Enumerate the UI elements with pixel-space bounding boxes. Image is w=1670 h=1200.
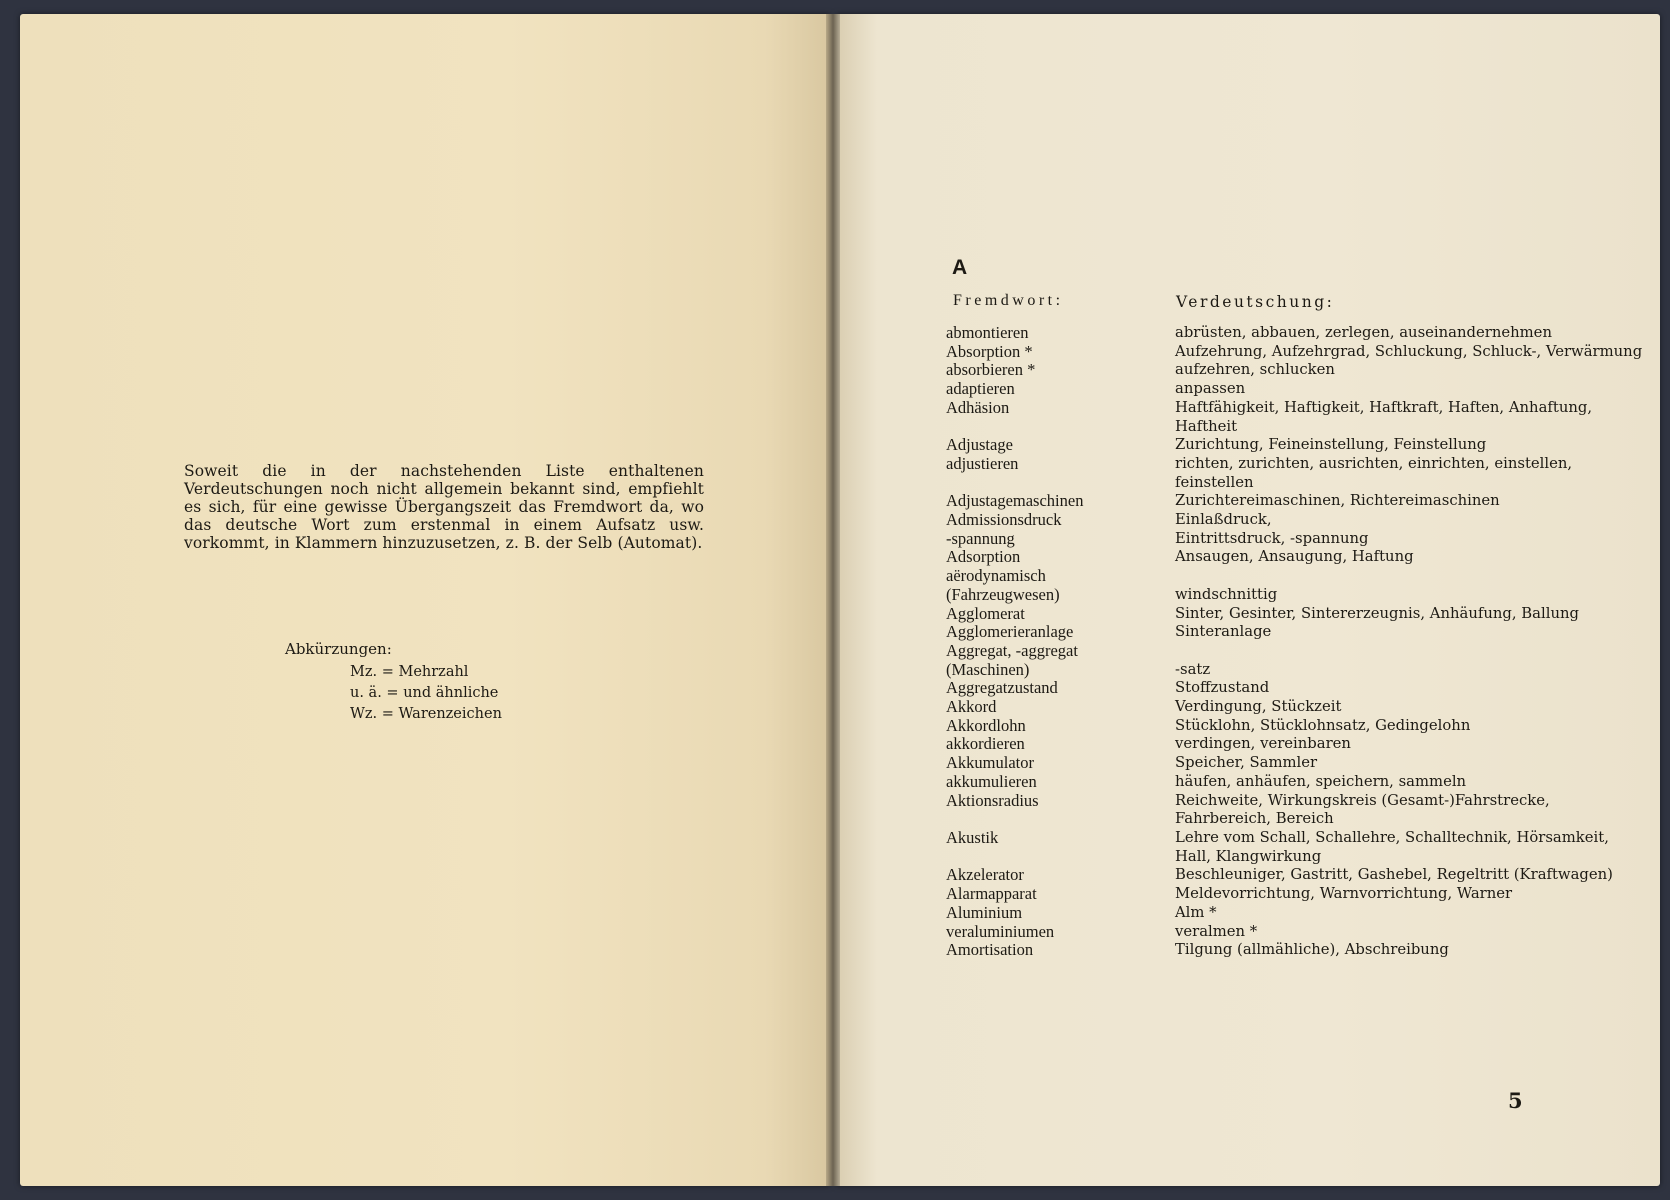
intro-paragraph: Soweit die in der nachstehenden Liste enthaltenen Verdeutschungen noch nicht allgemein bekannt sind, empfiehlt es sich, für eine gewisse Übergangszeit das Fremdwort da, wo das deutsche Wort zum erstenmal in einem Aufsatz usw. vorkommt, in Klammern hinzuzusetzen, z. B. der Selb (Automat). bbox=[184, 462, 704, 552]
glossary-entry bbox=[946, 698, 1646, 717]
glossary-entry bbox=[946, 923, 1646, 942]
abbreviation-meaning: Mehrzahl bbox=[398, 664, 469, 680]
abbreviation-row bbox=[350, 704, 502, 725]
foreign-word: abmontieren bbox=[946, 323, 1029, 342]
glossary-entry bbox=[946, 679, 1646, 698]
translation: Stoffzustand bbox=[1175, 679, 1270, 697]
glossary-entry bbox=[946, 941, 1646, 960]
translation: Speicher, Sammler bbox=[1175, 754, 1318, 772]
foreign-word: Amortisation bbox=[946, 940, 1034, 960]
translation: Zurichtereimaschinen, Richtereimaschinen bbox=[1175, 492, 1500, 510]
glossary-entries bbox=[946, 324, 1646, 960]
book-gutter bbox=[826, 14, 840, 1186]
foreign-word: Akkordlohn bbox=[946, 715, 1026, 735]
glossary-entry bbox=[946, 661, 1646, 680]
glossary-entry bbox=[946, 511, 1646, 530]
translation: richten, zurichten, ausrichten, einrichten, einstellen, feinstellen bbox=[1175, 454, 1573, 491]
column-header-foreign-word: Fremdwort: bbox=[953, 292, 1064, 309]
glossary-entry bbox=[946, 586, 1646, 605]
glossary-entry bbox=[946, 623, 1646, 642]
glossary-entry bbox=[946, 773, 1646, 792]
glossary-entry bbox=[946, 642, 1646, 661]
foreign-word: Adsorption bbox=[946, 547, 1021, 567]
glossary-entry bbox=[946, 792, 1646, 829]
foreign-word: Aluminium bbox=[946, 902, 1023, 922]
glossary-entry bbox=[946, 885, 1646, 904]
translation: Einlaßdruck, bbox=[1175, 511, 1272, 529]
foreign-word: aërodynamisch bbox=[946, 566, 1046, 586]
foreign-word: adjustieren bbox=[946, 453, 1019, 473]
translation: Verdingung, Stückzeit bbox=[1175, 698, 1342, 716]
abbreviation-separator: = bbox=[377, 706, 399, 722]
foreign-word: (Maschinen) bbox=[946, 659, 1030, 679]
foreign-word: Adjustagemaschinen bbox=[946, 491, 1084, 511]
translation: Zurichtung, Feineinstellung, Feinstellung bbox=[1175, 436, 1487, 454]
glossary-entry bbox=[946, 829, 1646, 866]
translation: Lehre vom Schall, Schallehre, Schalltechnik, Hörsamkeit, Hall, Klangwirkung bbox=[1175, 828, 1609, 865]
abbreviation-separator: = bbox=[381, 685, 404, 701]
foreign-word: Agglomerat bbox=[946, 603, 1025, 623]
abbreviation-row bbox=[350, 683, 502, 704]
foreign-word: Admissionsdruck bbox=[946, 510, 1062, 530]
foreign-word: Akzelerator bbox=[946, 865, 1024, 885]
translation: Eintrittsdruck, -spannung bbox=[1175, 529, 1369, 547]
translation: Sinter, Gesinter, Sintererzeugnis, Anhäufung, Ballung bbox=[1175, 604, 1579, 622]
foreign-word: Aggregat, -aggregat bbox=[946, 640, 1078, 660]
foreign-word: (Fahrzeugwesen) bbox=[946, 584, 1060, 604]
abbreviations-list bbox=[350, 662, 502, 725]
glossary-entry bbox=[946, 717, 1646, 736]
foreign-word: Agglomerieranlage bbox=[946, 622, 1074, 642]
foreign-word: Akustik bbox=[946, 827, 999, 847]
translation: anpassen bbox=[1175, 380, 1246, 398]
abbreviation-meaning: und ähnliche bbox=[403, 685, 499, 701]
glossary-entry bbox=[946, 492, 1646, 511]
foreign-word: Aktionsradius bbox=[946, 790, 1039, 810]
foreign-word: Aggregatzustand bbox=[946, 678, 1058, 698]
foreign-word: veraluminiumen bbox=[946, 921, 1055, 941]
translation: Haftfähigkeit, Haftigkeit, Haftkraft, Haften, Anhaftung, Haftheit bbox=[1175, 398, 1593, 435]
glossary-entry bbox=[946, 548, 1646, 567]
abbreviation: Wz. bbox=[350, 706, 378, 722]
abbreviation-meaning: Warenzeichen bbox=[398, 706, 502, 722]
glossary-entry bbox=[946, 380, 1646, 399]
translation: Aufzehrung, Aufzehrgrad, Schluckung, Schluck-, Verwärmung bbox=[1175, 342, 1643, 360]
translation: Alm * bbox=[1175, 903, 1217, 921]
glossary-entry bbox=[946, 455, 1646, 492]
foreign-word: akkordieren bbox=[946, 734, 1025, 754]
abbreviation: Mz. bbox=[350, 664, 378, 680]
translation: Reichweite, Wirkungskreis (Gesamt-)Fahrstrecke, Fahrbereich, Bereich bbox=[1175, 791, 1550, 828]
section-letter: A bbox=[952, 256, 968, 279]
glossary-entry bbox=[946, 436, 1646, 455]
translation: abrüsten, abbauen, zerlegen, auseinandernehmen bbox=[1175, 324, 1552, 341]
translation: Stücklohn, Stücklohnsatz, Gedingelohn bbox=[1175, 716, 1471, 734]
foreign-word: akkumulieren bbox=[946, 771, 1037, 791]
glossary-entry bbox=[946, 399, 1646, 436]
glossary-entry bbox=[946, 735, 1646, 754]
translation: häufen, anhäufen, speichern, sammeln bbox=[1175, 772, 1467, 790]
glossary-entry bbox=[946, 904, 1646, 923]
foreign-word: Adhäsion bbox=[946, 397, 1010, 417]
translation: Meldevorrichtung, Warnvorrichtung, Warner bbox=[1175, 885, 1513, 903]
glossary-entry bbox=[946, 530, 1646, 549]
translation: aufzehren, schlucken bbox=[1175, 361, 1335, 379]
column-header-translation: Verdeutschung: bbox=[1176, 293, 1335, 311]
abbreviations-title: Abkürzungen: bbox=[285, 640, 392, 658]
glossary-entry bbox=[946, 754, 1646, 773]
foreign-word: Absorption * bbox=[946, 341, 1033, 361]
translation: Ansaugen, Ansaugung, Haftung bbox=[1175, 548, 1414, 566]
translation: windschnittig bbox=[1175, 585, 1278, 603]
foreign-word: adaptieren bbox=[946, 379, 1015, 399]
glossary-entry bbox=[946, 361, 1646, 380]
abbreviation-row bbox=[350, 662, 502, 683]
glossary-entry bbox=[946, 567, 1646, 586]
foreign-word: Akkord bbox=[946, 697, 997, 717]
left-page bbox=[20, 14, 830, 1186]
translation: Tilgung (allmähliche), Abschreibung bbox=[1175, 941, 1449, 959]
page-number: 5 bbox=[1508, 1088, 1523, 1113]
abbreviation-separator: = bbox=[377, 664, 399, 680]
glossary-entry bbox=[946, 605, 1646, 624]
abbreviation: u. ä. bbox=[350, 685, 382, 701]
foreign-word: absorbieren * bbox=[946, 360, 1036, 380]
translation: -satz bbox=[1175, 660, 1211, 678]
translation: veralmen * bbox=[1175, 922, 1258, 940]
translation: Sinteranlage bbox=[1175, 623, 1272, 641]
glossary-entry bbox=[946, 343, 1646, 362]
glossary-entry bbox=[946, 324, 1646, 343]
foreign-word: Akkumulator bbox=[946, 753, 1034, 773]
foreign-word: Alarmapparat bbox=[946, 884, 1037, 904]
glossary-entry bbox=[946, 866, 1646, 885]
foreign-word: Adjustage bbox=[946, 435, 1013, 455]
foreign-word: -spannung bbox=[946, 528, 1015, 548]
translation: Beschleuniger, Gastritt, Gashebel, Regeltritt (Kraftwagen) bbox=[1175, 866, 1613, 884]
translation: verdingen, vereinbaren bbox=[1175, 735, 1351, 753]
